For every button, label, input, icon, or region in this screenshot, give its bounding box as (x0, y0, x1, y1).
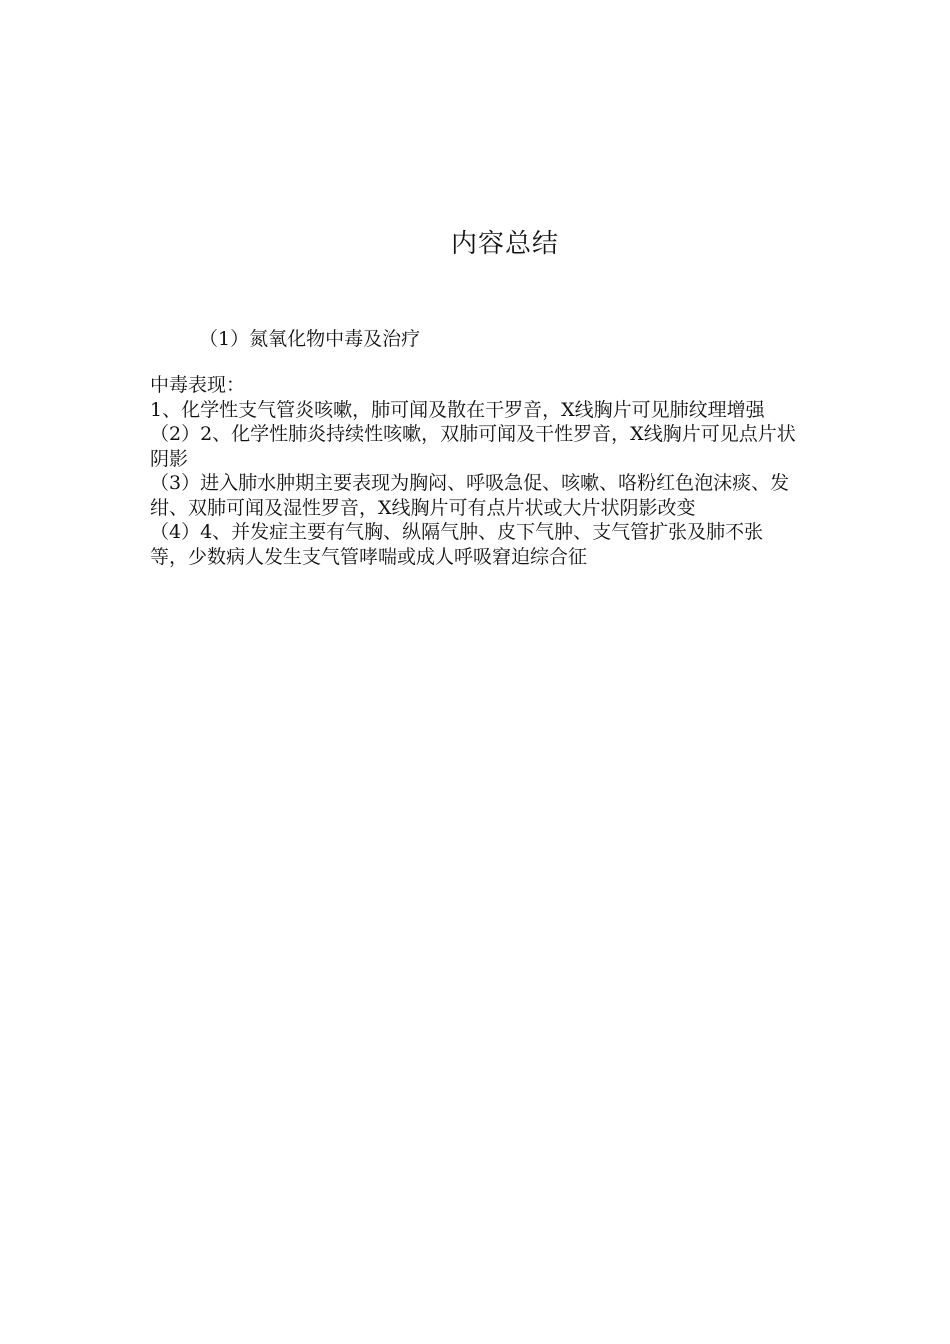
paragraph-complications: （4）4、并发症主要有气胸、纵隔气肿、皮下气肿、支气管扩张及肺不张等，少数病人发生支气管哮喘或成人呼吸窘迫综合征 (150, 521, 764, 568)
body-text (150, 373, 800, 569)
paragraph-bronchitis: 1、化学性支气管炎咳嗽，肺可闻及散在干罗音，X线胸片可见肺纹理增强 (150, 398, 765, 421)
section-heading: （1）氮氧化物中毒及治疗 (199, 328, 421, 350)
paragraph-pneumonia: （2）2、化学性肺炎持续性咳嗽，双肺可闻及干性罗音，X线胸片可见点片状阴影 (150, 423, 796, 470)
document-title: 内容总结 (450, 229, 559, 259)
paragraph-pulmonary-edema: （3）进入肺水肿期主要表现为胸闷、呼吸急促、咳嗽、咯粉红色泡沫痰、发绀、双肺可闻及湿性罗音，X线胸片可有点片状或大片状阴影改变 (150, 472, 790, 519)
symptoms-label: 中毒表现： (150, 374, 246, 396)
